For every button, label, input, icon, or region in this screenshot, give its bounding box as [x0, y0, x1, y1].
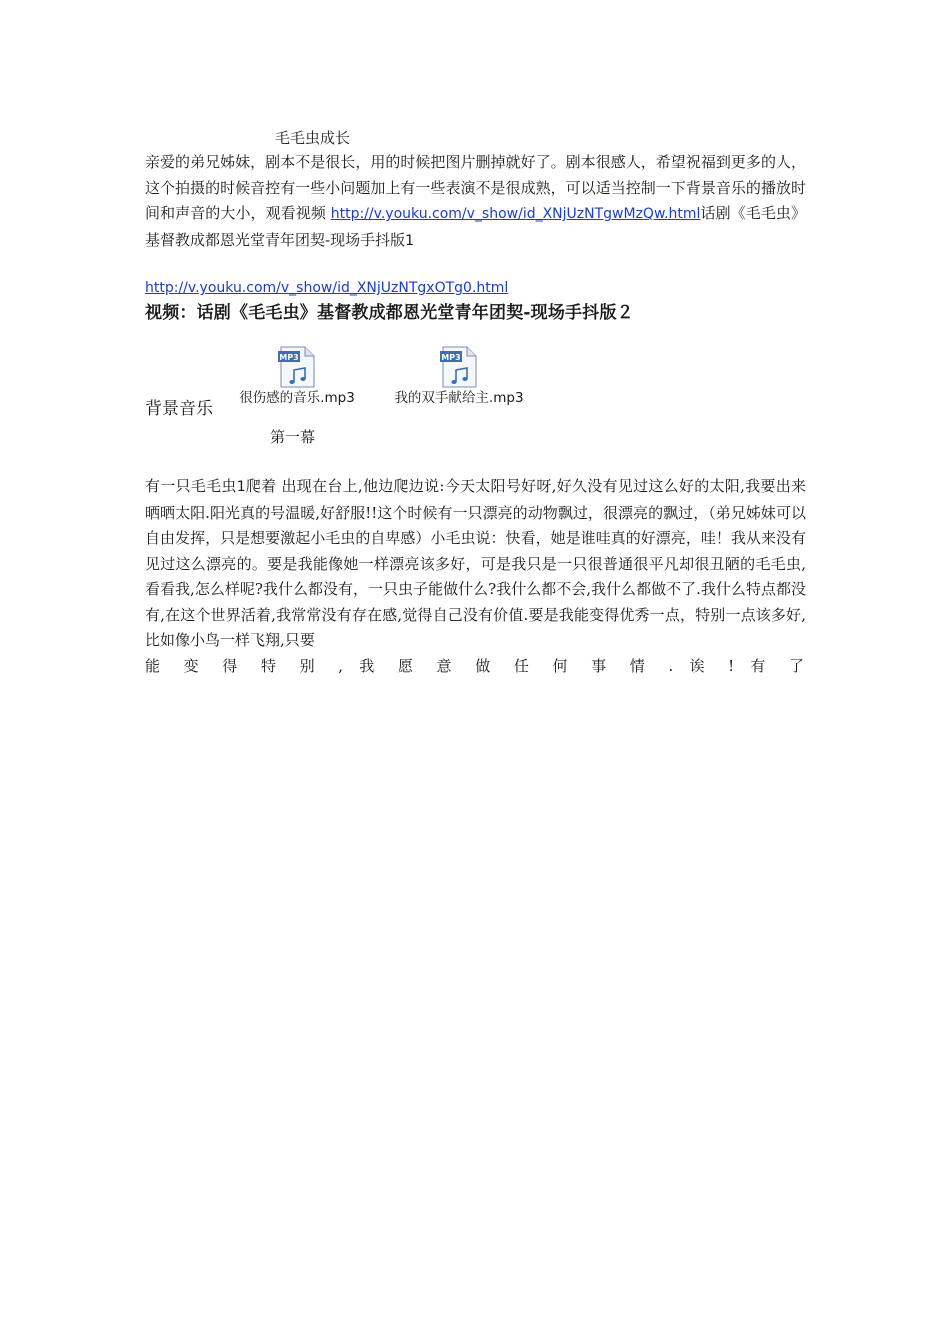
intro-text: 亲爱的弟兄姊妹，剧本不是很长，用的时候把图片删掉就好了。剧本很感人，希望祝福到更多的人，这个拍摄的时候音控有一些小问题加上有一些表演不是很成熟，可以适当控制一下背景音乐的播放时间和声音的大小，观看视频 — [145, 153, 806, 222]
svg-text:MP3: MP3 — [441, 353, 461, 362]
video-link-1-suffix: 话剧《毛毛虫》基督教成都恩光堂青年团契-现场手抖版 — [145, 204, 806, 249]
video-link-2-line — [145, 276, 508, 299]
act-heading: 第一幕 — [270, 428, 316, 446]
mp3-file-icon — [439, 346, 479, 388]
story-prefix: 有一只毛毛虫 — [145, 477, 237, 495]
attachment-sad-music[interactable] — [233, 346, 361, 407]
story-num: 1 — [236, 479, 246, 495]
story-last-line: 能 变 得 特 别 , 我 愿 意 做 任 何 事 情 . 诶 ! 有 了 — [145, 656, 806, 675]
video-link-2[interactable]: http://v.youku.com/v_show/id_XNjUzNTgxOTg0.html — [145, 280, 509, 296]
doc-title: 毛毛虫成长 — [275, 129, 351, 147]
attachment-name: 很伤感的音乐.mp3 — [239, 390, 355, 406]
story-body: 爬着 出现在台上,他边爬边说:今天太阳号好呀,好久没有见过这么好的太阳,我要出来晒晒太阳.阳光真的号温暖,好舒服!!这个时候有一只漂亮的动物飘过，很漂亮的飘过，（弟兄姊妹可以自由发挥，只是想要激起小毛虫的自卑感）小毛虫说：快看，她是谁哇真的好漂亮，哇！我从来没有见过这么漂亮的。要是我能像她一样漂亮该多好，可是我只是一只很普通很平凡却很丑陋的毛毛虫,看看我,怎么样呢?我什么都没有，一只虫子能做什么?我什么都不会,我什么都做不了.我什么特点都没有,在这个世界活着,我常常没有存在感,觉得自己没有价值.要是我能变得优秀一点，特别一点该多好,比如像小鸟一样飞翔,只要 — [145, 477, 806, 649]
intro-paragraph — [145, 150, 806, 254]
background-music-label: 背景音乐 — [145, 399, 213, 419]
video-heading: 视频：话剧《毛毛虫》基督教成都恩光堂青年团契-现场手抖版２ — [145, 303, 634, 323]
story-paragraph — [145, 474, 806, 679]
mp3-file-icon — [277, 346, 317, 388]
attachment-name: 我的双手献给主.mp3 — [394, 390, 524, 406]
svg-text:MP3: MP3 — [279, 353, 299, 362]
video-link-1-suffix-num: 1 — [405, 232, 414, 249]
attachment-hands-to-lord[interactable] — [385, 346, 533, 407]
video-link-1[interactable]: http://v.youku.com/v_show/id_XNjUzNTgwMzQw.html — [330, 206, 701, 222]
